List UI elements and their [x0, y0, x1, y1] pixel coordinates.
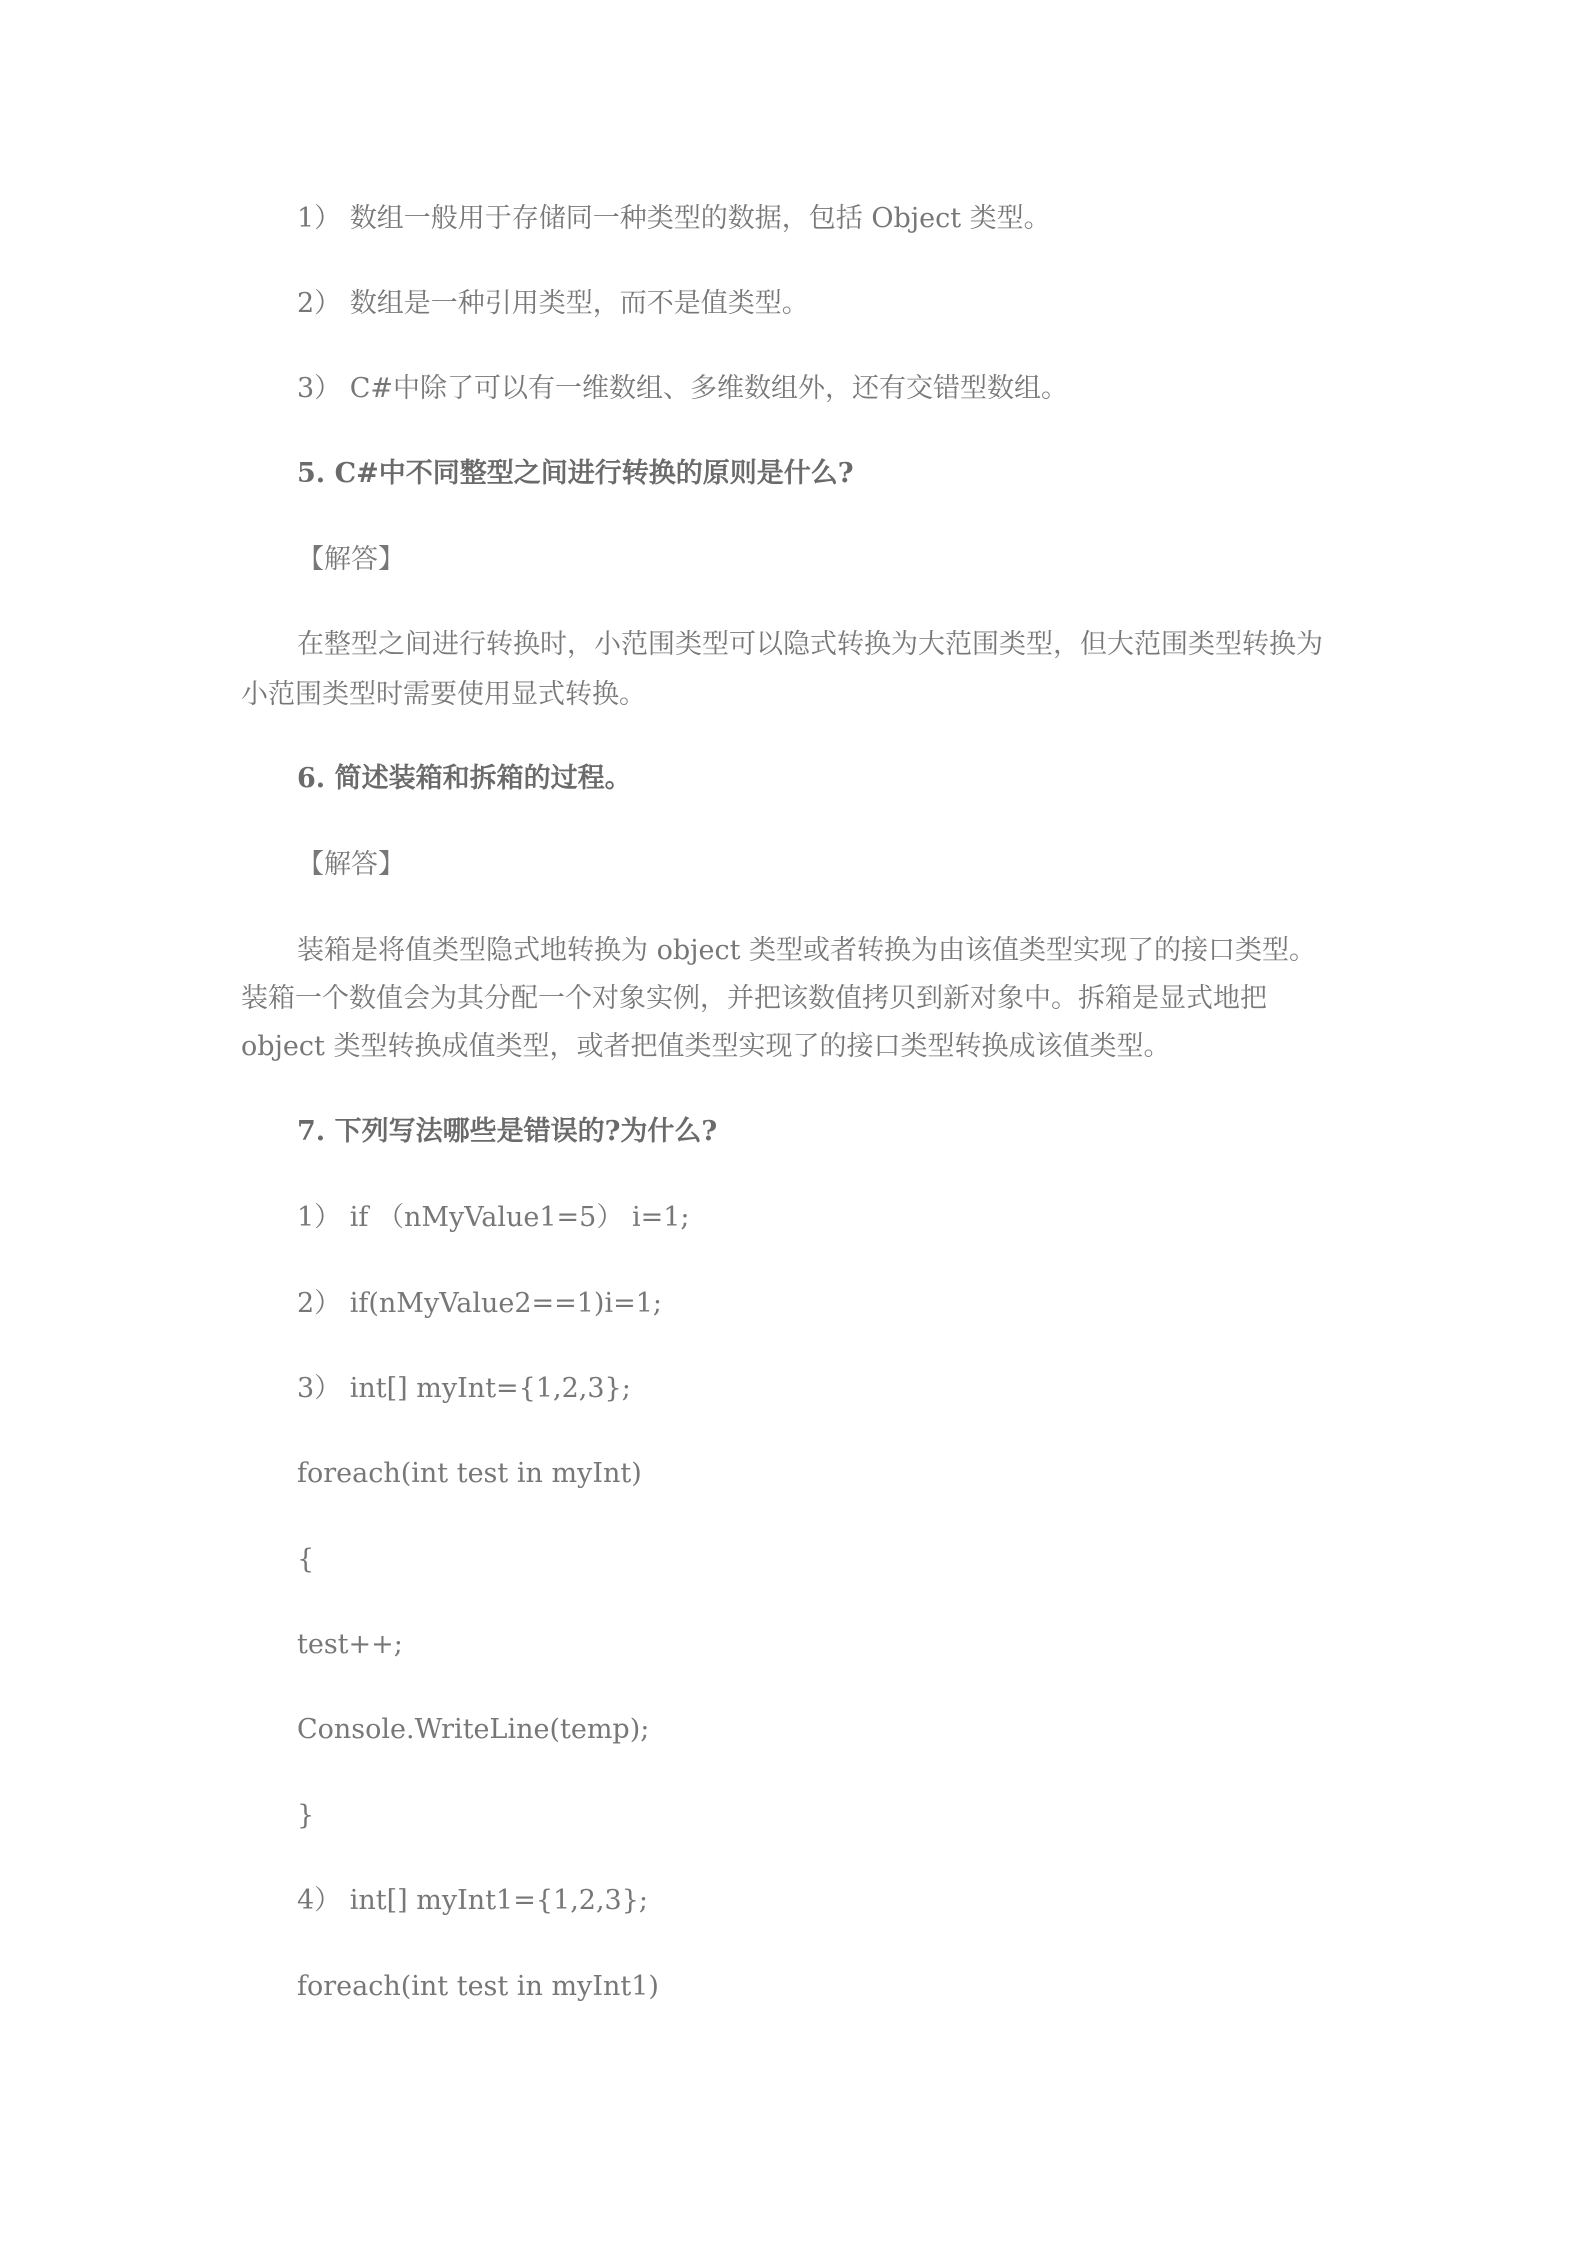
list-item-2: 2） 数组是一种引用类型，而不是值类型。 — [297, 288, 809, 319]
answer-6-line-3: object 类型转换成值类型，或者把值类型实现了的接口类型转换成该值类型。 — [241, 1031, 1171, 1062]
code-line-9: 4） int[] myInt1={1,2,3}; — [297, 1885, 648, 1916]
answer-5-label: 【解答】 — [297, 544, 405, 575]
code-line-1: 1） if （nMyValue1=5） i=1; — [297, 1202, 690, 1233]
list-item-1: 1） 数组一般用于存储同一种类型的数据，包括 Object 类型。 — [297, 203, 1051, 234]
question-6-heading: 6. 简述装箱和拆箱的过程。 — [297, 763, 632, 794]
code-line-6: test++; — [297, 1629, 403, 1660]
code-line-3: 3） int[] myInt={1,2,3}; — [297, 1373, 631, 1404]
code-line-10: foreach(int test in myInt1) — [297, 1971, 659, 2002]
answer-5-line-1: 在整型之间进行转换时，小范围类型可以隐式转换为大范围类型，但大范围类型转换为 — [297, 629, 1323, 660]
code-line-2: 2） if(nMyValue2==1)i=1; — [297, 1288, 663, 1319]
code-line-4: foreach(int test in myInt) — [297, 1458, 642, 1489]
code-line-7: Console.WriteLine(temp); — [297, 1714, 650, 1745]
code-line-8: } — [297, 1800, 315, 1831]
list-item-3: 3） C#中除了可以有一维数组、多维数组外，还有交错型数组。 — [297, 373, 1069, 404]
answer-6-line-2: 装箱一个数值会为其分配一个对象实例，并把该数值拷贝到新对象中。拆箱是显式地把 — [241, 983, 1267, 1014]
question-7-heading: 7. 下列写法哪些是错误的?为什么? — [297, 1116, 718, 1147]
answer-5-line-2: 小范围类型时需要使用显式转换。 — [241, 679, 646, 710]
answer-6-line-1: 装箱是将值类型隐式地转换为 object 类型或者转换为由该值类型实现了的接口类型。 — [297, 935, 1317, 966]
question-5-heading: 5. C#中不同整型之间进行转换的原则是什么? — [297, 458, 854, 489]
answer-6-label: 【解答】 — [297, 849, 405, 880]
code-line-5: { — [297, 1544, 315, 1575]
